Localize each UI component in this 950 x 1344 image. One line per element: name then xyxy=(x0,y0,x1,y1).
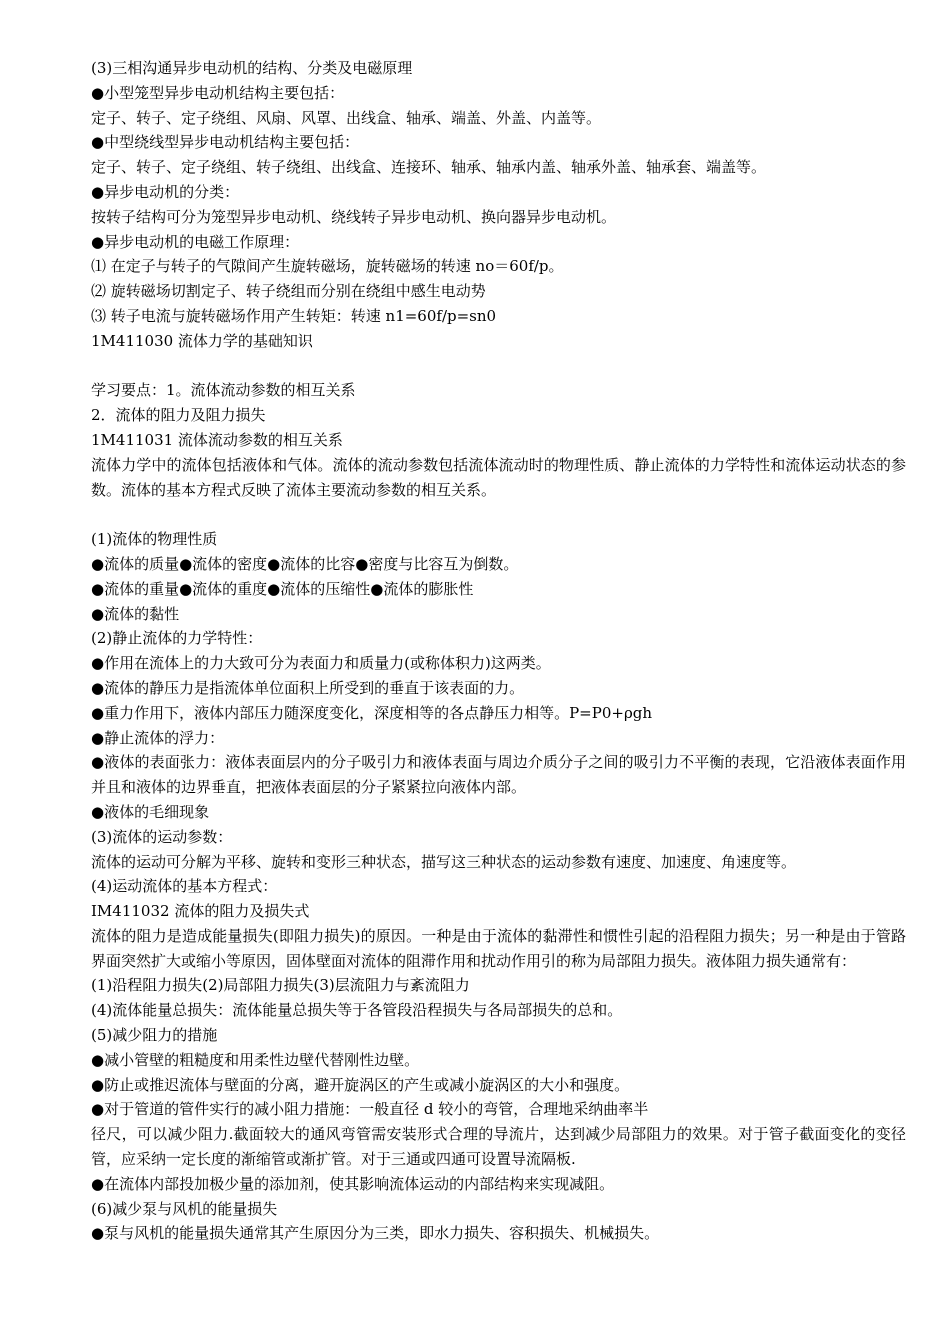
bullet-item: ●重力作用下，液体内部压力随深度变化，深度相等的各点静压力相等。P=P0+ρgh xyxy=(91,703,653,722)
bullet-item: ●异步电动机的电磁工作原理： xyxy=(91,232,300,251)
bullet-item: ●对于管道的管件实行的减小阻力措施：一般直径 d 较小的弯管，合理地采纳曲率半 xyxy=(91,1100,649,1119)
paragraph: (1)沿程阻力损失(2)局部阻力损失(3)层流阻力与紊流阻力 xyxy=(91,976,470,995)
subsection-heading: (6)减少泵与风机的能量损失 xyxy=(91,1199,278,1218)
bullet-item: ●减小管壁的粗糙度和用柔性边壁代替刚性边壁。 xyxy=(91,1050,420,1069)
subsection-heading: (3)流体的运动参数： xyxy=(91,827,233,846)
document-body xyxy=(91,56,906,1246)
section-heading: (3)三相沟通异步电动机的结构、分类及电磁原理 xyxy=(91,59,413,77)
blank-line xyxy=(91,354,906,379)
paragraph: 流体的运动可分解为平移、旋转和变形三种状态，描写这三种状态的运动参数有速度、加速度、角速度等。 xyxy=(91,852,797,871)
numbered-item: ⑵ 旋转磁场切割定子、转子绕组而分别在绕组中感生电动势 xyxy=(91,282,486,301)
bullet-item: ●静止流体的浮力： xyxy=(91,728,225,747)
bullet-item: ●泵与风机的能量损失通常其产生原因分为三类，即水力损失、容积损失、机械损失。 xyxy=(91,1224,660,1243)
paragraph: 径尺，可以减少阻力.截面较大的通风弯管需安装形式合理的导流片，达到减少局部阻力的效果。对于管子截面变化的变径管，应采纳一定长度的渐缩管或渐扩管。对于三通或四通可设置导流隔板. xyxy=(91,1125,906,1169)
bullet-item: ●小型笼型异步电动机结构主要包括： xyxy=(91,83,345,102)
numbered-item: ⑴ 在定子与转子的气隙间产生旋转磁场，旋转磁场的转速 no＝60f/p。 xyxy=(91,257,564,276)
bullet-item: ●液体的毛细现象 xyxy=(91,802,210,821)
bullet-item: ●防止或推迟流体与壁面的分离，避开旋涡区的产生或减小旋涡区的大小和强度。 xyxy=(91,1075,630,1094)
bullet-item: ●异步电动机的分类： xyxy=(91,182,240,201)
blank-line xyxy=(91,502,906,527)
paragraph: (4)流体能量总损失：流体能量总损失等于各管段沿程损失与各局部损失的总和。 xyxy=(91,1001,623,1020)
paragraph: 学习要点：1。流体流动参数的相互关系 xyxy=(91,381,356,400)
paragraph: 流体的阻力是造成能量损失(即阻力损失)的原因。一种是由于流体的黏滞性和惯性引起的沿程阻力损失；另一种是由于管路界面突然扩大或缩小等原因，固体壁面对流体的阻滞作用和扰动作用引的称为局部阻力损失。液体阻力损失通常有： xyxy=(91,926,906,970)
paragraph: 按转子结构可分为笼型异步电动机、绕线转子异步电动机、换向器异步电动机。 xyxy=(91,207,617,226)
bullet-item: ●流体的质量●流体的密度●流体的比容●密度与比容互为倒数。 xyxy=(91,554,519,573)
numbered-item: ⑶ 转子电流与旋转磁场作用产生转矩：转速 n1=60f/p=sn0 xyxy=(91,306,497,325)
paragraph: 定子、转子、定子绕组、风扇、风罩、出线盒、轴承、端盖、外盖、内盖等。 xyxy=(91,108,602,127)
bullet-item: ●流体的静压力是指流体单位面积上所受到的垂直于该表面的力。 xyxy=(91,678,525,697)
bullet-item: ●作用在流体上的力大致可分为表面力和质量力(或称体积力)这两类。 xyxy=(91,654,551,673)
bullet-item: ●中型绕线型异步电动机结构主要包括： xyxy=(91,133,360,152)
subsection-heading: (5)减少阻力的措施 xyxy=(91,1026,218,1045)
bullet-item: ●在流体内部投加极少量的添加剂，使其影响流体运动的内部结构来实现减阻。 xyxy=(91,1174,615,1193)
subsection-heading: (1)流体的物理性质 xyxy=(91,530,218,549)
paragraph: 流体力学中的流体包括液体和气体。流体的流动参数包括流体流动时的物理性质、静止流体的力学特性和流体运动状态的参数。流体的基本方程式反映了流体主要流动参数的相互关系。 xyxy=(91,455,906,499)
section-heading: 1M411030 流体力学的基础知识 xyxy=(91,331,313,350)
bullet-item: ●液体的表面张力：液体表面层内的分子吸引力和液体表面与周边介质分子之间的吸引力不平衡的表现，它沿液体表面作用并且和液体的边界垂直，把液体表面层的分子紧紧拉向液体内部。 xyxy=(91,753,906,797)
section-heading: 1M411031 流体流动参数的相互关系 xyxy=(91,430,343,449)
subsection-heading: (4)运动流体的基本方程式： xyxy=(91,877,278,896)
bullet-item: ●流体的黏性 xyxy=(91,604,180,623)
paragraph: 定子、转子、定子绕组、转子绕组、出线盒、连接环、轴承、轴承内盖、轴承外盖、轴承套、端盖等。 xyxy=(91,158,767,177)
paragraph: 2．流体的阻力及阻力损失 xyxy=(91,406,266,425)
subsection-heading: (2)静止流体的力学特性： xyxy=(91,629,263,648)
bullet-item: ●流体的重量●流体的重度●流体的压缩性●流体的膨胀性 xyxy=(91,579,474,598)
section-heading: IM411032 流体的阻力及损失式 xyxy=(91,902,310,921)
